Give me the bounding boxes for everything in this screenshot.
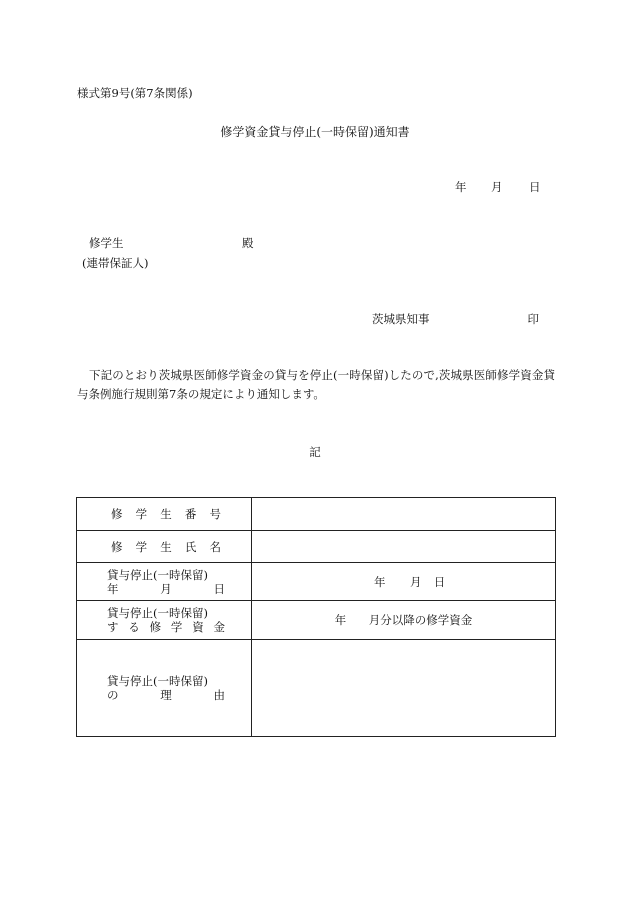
- reason-field[interactable]: [252, 640, 556, 737]
- table-row: [77, 640, 556, 737]
- table-row: [77, 601, 556, 640]
- addressee-label: 修学生: [89, 236, 124, 250]
- suspension-date-label: 貸与停止(一時保留) 年 月 日: [77, 563, 252, 601]
- table-row: [77, 531, 556, 563]
- table-row: [77, 563, 556, 601]
- document-title: 修学資金貸与停止(一時保留)通知書: [220, 125, 410, 139]
- info-table: [76, 497, 556, 737]
- addressee: [89, 235, 254, 251]
- student-number-label: 修 学 生 番 号: [77, 498, 252, 531]
- form-number: 様式第9号(第7条関係): [77, 86, 193, 100]
- suspended-funds-label: 貸与停止(一時保留) す る 修 学 資 金: [77, 601, 252, 640]
- suspended-funds-field[interactable]: 年 月分以降の修学資金: [252, 601, 556, 640]
- student-name-label: 修 学 生 氏 名: [77, 531, 252, 563]
- date-line: [455, 179, 541, 195]
- guarantor-label: (連帯保証人): [82, 256, 149, 270]
- ki-heading: 記: [309, 445, 321, 459]
- addressee-honorific: 殿: [242, 236, 254, 250]
- date-year: 年: [455, 180, 467, 194]
- seal-mark: 印: [527, 312, 539, 326]
- date-day: 日: [529, 180, 541, 194]
- table-row: [77, 498, 556, 531]
- student-name-field[interactable]: [252, 531, 556, 563]
- date-month: 月: [491, 180, 503, 194]
- suspension-date-field[interactable]: 年 月 日: [252, 563, 556, 601]
- sender-name: 茨城県知事: [372, 312, 430, 326]
- sender: [372, 311, 539, 327]
- student-number-field[interactable]: [252, 498, 556, 531]
- body-text: 下記のとおり茨城県医師修学資金の貸与を停止(一時保留)したので,茨城県医師修学資金貸与条例施行規則第7条の規定により通知します。: [77, 368, 555, 401]
- reason-label: 貸与停止(一時保留) の 理 由: [77, 640, 252, 737]
